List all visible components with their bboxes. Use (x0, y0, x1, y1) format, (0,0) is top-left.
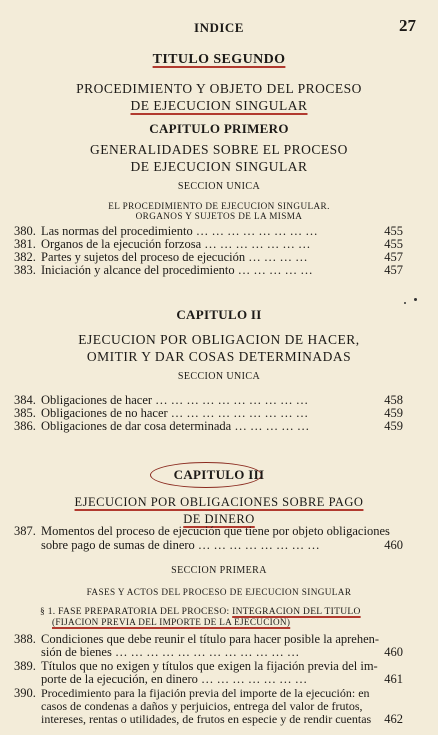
cap1-sub-line-1: EL PROCEDIMIENTO DE EJECUCION SINGULAR. (108, 201, 330, 211)
entry-text: Títulos que no exigen y títulos que exigen la fijación previa del im- (41, 659, 378, 673)
cap2-seccion: SECCION UNICA (177, 371, 261, 382)
ink-speck (414, 298, 417, 301)
cap1-sub-line-2: ORGANOS Y SUJETOS DE LA MISMA (135, 211, 303, 221)
cap1-title: CAPITULO PRIMERO (149, 121, 289, 136)
toc-entry-continued (0, 712, 438, 727)
entry-text: Obligaciones de no hacer … … … … … … … … … (41, 406, 309, 420)
toc-entry-continued (0, 645, 438, 660)
entry-page: 461 (384, 672, 403, 686)
paragraph-heading (40, 607, 361, 617)
cap2-heading (0, 331, 438, 365)
entry-text: Iniciación y alcance del procedimiento … … … … … (41, 263, 313, 277)
entry-number: 388. (14, 632, 36, 646)
entry-text: Las normas del procedimiento … … … … … … … … (41, 224, 318, 238)
cap3-seccion-sub: FASES Y ACTOS DEL PROCESO DE EJECUCION SINGULAR (86, 587, 352, 597)
cap1-heading (0, 141, 438, 175)
entry-page: 459 (384, 406, 403, 420)
paragraph-label: § 1. FASE PREPARATORIA DEL PROCESO: (40, 607, 230, 617)
entry-number: 386. (14, 419, 36, 433)
entry-text: Organos de la ejecución forzosa … … … … … … … (41, 237, 311, 251)
entry-page: 455 (384, 224, 403, 238)
main-heading-line-2: DE EJECUCION SINGULAR (130, 98, 308, 113)
cap1-heading-line-1: GENERALIDADES SOBRE EL PROCESO (90, 142, 348, 157)
entry-text: Obligaciones de hacer … … … … … … … … … … (41, 393, 309, 407)
entry-text: casos de condenas a daños y perjuicios, entrega del valor de frutos, (41, 699, 363, 713)
cap2-heading-line-1: EJECUCION POR OBLIGACION DE HACER, (78, 332, 360, 347)
cap3-heading-line-2: DE DINERO (183, 512, 255, 526)
cap2-heading-line-2: OMITIR Y DAR COSAS DETERMINADAS (86, 349, 352, 364)
entry-text: Procedimiento para la fijación previa del importe de la ejecución: en (41, 686, 370, 700)
entry-number: 389. (14, 659, 36, 673)
cap1-heading-line-2: DE EJECUCION SINGULAR (130, 159, 308, 174)
toc-entry-continued (0, 538, 438, 553)
entry-page: 459 (384, 419, 403, 433)
paragraph-title: INTEGRACION DEL TITULO (232, 607, 361, 617)
cap2-title: CAPITULO II (176, 307, 262, 322)
paragraph-subtitle: (FIJACION PREVIA DEL IMPORTE DE LA EJECUCION) (52, 617, 291, 627)
running-head: INDICE (194, 20, 244, 35)
cap3-title: CAPITULO III (173, 467, 265, 482)
entry-page: 460 (384, 645, 403, 659)
entry-number: 384. (14, 393, 36, 407)
titulo-heading (0, 52, 438, 68)
ink-speck (404, 302, 406, 304)
entry-text: sión de bienes … … … … … … … … … … … … (41, 645, 300, 659)
toc-entry-continued (0, 672, 438, 687)
entry-page: 458 (384, 393, 403, 407)
entry-number: 381. (14, 237, 36, 251)
entry-number: 387. (14, 524, 36, 538)
entry-page: 457 (384, 263, 403, 277)
entry-page: 462 (384, 712, 403, 726)
main-heading (0, 80, 438, 114)
entry-number: 385. (14, 406, 36, 420)
entry-number: 382. (14, 250, 36, 264)
toc-entry (0, 263, 438, 278)
entry-text: intereses, rentas o utilidades, de frutos en especie y de rendir cuentas (41, 712, 372, 726)
entry-number: 380. (14, 224, 36, 238)
toc-entry (0, 524, 438, 539)
main-heading-line-1: PROCEDIMIENTO Y OBJETO DEL PROCESO (76, 81, 362, 96)
cap1-seccion: SECCION UNICA (177, 181, 261, 192)
entry-number: 383. (14, 263, 36, 277)
entry-page: 460 (384, 538, 403, 552)
titulo-text: TITULO SEGUNDO (152, 52, 286, 67)
page-number: 27 (399, 16, 416, 35)
cap3-heading-line-1: EJECUCION POR OBLIGACIONES SOBRE PAGO (74, 495, 364, 509)
entry-text: sobre pago de sumas de dinero … … … … … … … … (41, 538, 320, 552)
entry-text: Partes y sujetos del proceso de ejecución … … … … (41, 250, 308, 264)
entry-number: 390. (14, 686, 36, 700)
entry-text: Obligaciones de dar cosa determinada … … … … … (41, 419, 310, 433)
entry-page: 457 (384, 250, 403, 264)
cap3-seccion: SECCION PRIMERA (171, 565, 267, 576)
entry-text: Momentos del proceso de ejecución que tiene por objeto obligaciones (41, 524, 390, 538)
entry-page: 455 (384, 237, 403, 251)
entry-text: porte de la ejecución, en dinero … … … … … … … (41, 672, 308, 686)
page-header (0, 16, 438, 38)
entry-text: Condiciones que debe reunir el título para hacer posible la aprehen- (41, 632, 380, 646)
toc-entry (0, 419, 438, 434)
cap3-heading (0, 494, 438, 528)
